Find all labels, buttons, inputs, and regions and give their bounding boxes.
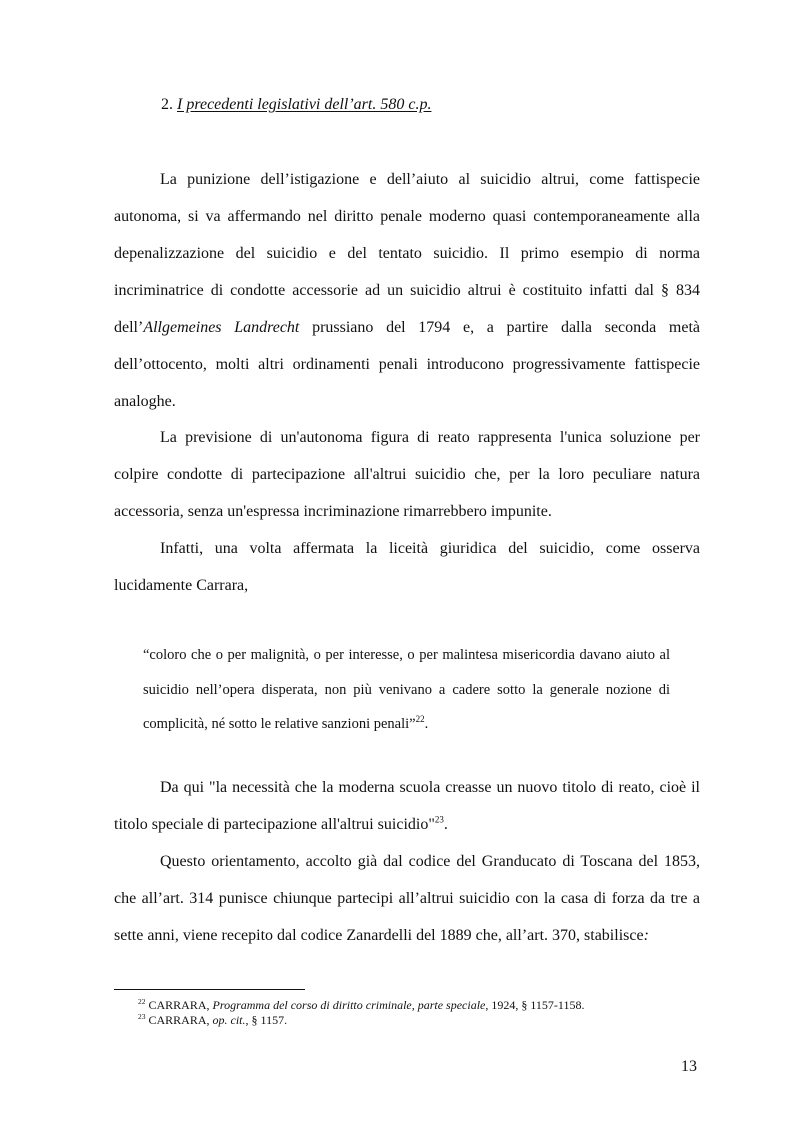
section-number: 2.: [161, 96, 173, 113]
paragraph-4-text: Da qui "la necessità che la moderna scuola creasse un nuovo titolo di reato, cioè il titolo speciale di partecipazione all'altrui suicidio": [114, 779, 700, 833]
quote-end: .: [424, 716, 429, 732]
paragraph-4-footnote-ref[interactable]: 23: [434, 814, 444, 825]
footnote-number: 23: [138, 1012, 146, 1021]
footnote-author: CARRARA,: [148, 998, 213, 1012]
paragraph-4: [114, 769, 700, 843]
quote-text: “coloro che o per malignità, o per interesse, o per malintesa misericordia davano aiuto al suicidio nell’opera disperata, non più venivano a cadere sotto la generale nozione di complicità, né sotto le relative sanzioni penali”: [143, 647, 670, 732]
paragraph-1-italic: Allgemeines Landrecht: [143, 319, 300, 336]
paragraph-2: La previsione di un'autonoma figura di reato rappresenta l'unica soluzione per colpire condotte di partecipazione all'altrui suicidio che, per la loro peculiare natura accessoria, senza un'espressa incriminazione rimarrebbero impunite.: [114, 429, 700, 520]
paragraph-5-text: Questo orientamento, accolto già dal codice del Granducato di Toscana del 1853, che all’art. 314 punisce chiunque partecipi all’altrui suicidio con la casa di forza da tre a sette anni, viene recepito dal codice Zanardelli del 1889 che, all’art. 370, stabilisce: [114, 853, 700, 944]
footnote-23: [138, 1013, 287, 1027]
section-heading: [161, 95, 431, 115]
footnote-22: [138, 998, 584, 1012]
footnote-rest: , § 1157.: [245, 1013, 288, 1027]
footnote-rest: , 1924, § 1157-1158.: [485, 998, 585, 1012]
paragraph-4-end: .: [443, 816, 448, 833]
paragraph-3: Infatti, una volta affermata la liceità giuridica del suicidio, come osserva lucidamente Carrara,: [114, 540, 700, 594]
block-quote: [143, 638, 670, 742]
section-title: I precedenti legislativi dell’art. 580 c.p.: [177, 96, 432, 113]
paragraph-5: [114, 843, 700, 954]
footnote-number: 22: [138, 997, 146, 1006]
paragraph-1: [114, 161, 700, 420]
footnote-separator: [114, 989, 305, 990]
footnote-work: op. cit.: [212, 1013, 246, 1027]
footnote-work: Programma del corso di diritto criminale, parte speciale: [212, 998, 486, 1012]
quote-footnote-ref[interactable]: 22: [415, 714, 425, 725]
footnote-author: CARRARA,: [148, 1013, 213, 1027]
paragraph-1-text-b: prussiano del 1794 e, a partire dalla seconda metà dell’ottocento, molti altri ordinamenti penali introducono progressivamente fattispecie analoghe.: [114, 319, 701, 410]
page-number: 13: [681, 1058, 697, 1075]
paragraph-5-end: :: [643, 927, 649, 944]
paragraph-1-text-a: La punizione dell’istigazione e dell’aiuto al suicidio altrui, come fattispecie autonoma, si va affermando nel diritto penale moderno quasi contemporaneamente alla depenalizzazione del suicidio e del tentato suicidio. Il primo esempio di norma incriminatrice di condotte accessorie ad un suicidio altrui è costituito infatti dal § 834 dell’: [114, 171, 700, 336]
